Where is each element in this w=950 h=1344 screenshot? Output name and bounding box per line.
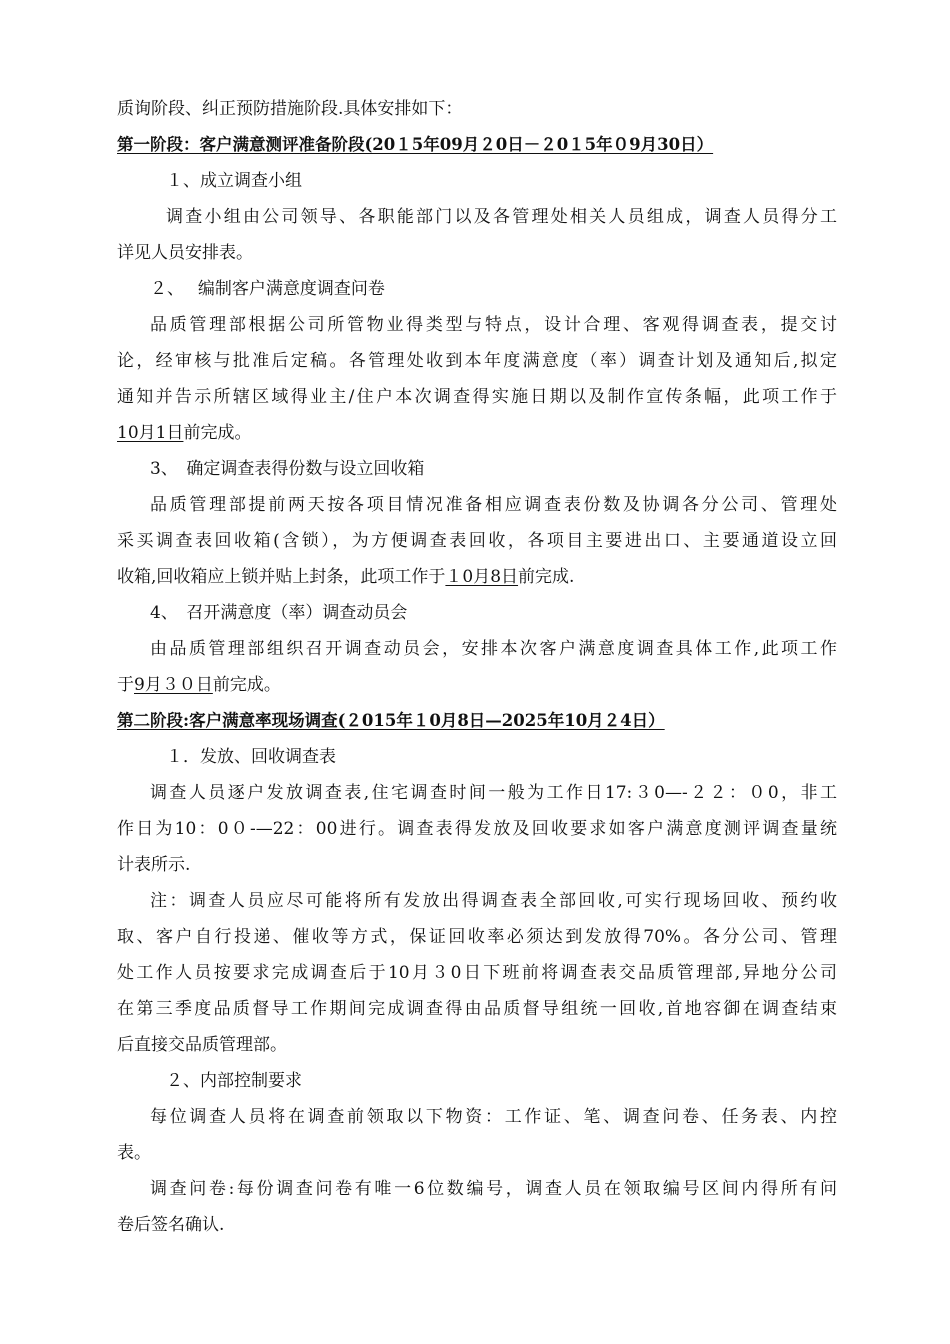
stage2-questionnaire-line2: 卷后签名确认. — [117, 1215, 225, 1235]
stage2-note-line5: 后直接交品质管理部。 — [117, 1035, 287, 1055]
stage1-item3-deadline: １0月8日 — [445, 567, 519, 587]
stage1-item3-body-line2: 采买调查表回收箱(含锁），为方便调查表回收，各项目主要进出口、主要通道设立回 — [117, 531, 837, 551]
stage1-item4-body-line1: 由品质管理部组织召开调查动员会，安排本次客户满意度调查具体工作,此项工作 — [150, 639, 837, 659]
stage2-note-line2: 取、客户自行投递、催收等方式，保证回收率必须达到发放得70%。各分公司、管理 — [117, 927, 837, 947]
stage1-item1-title: １、成立调查小组 — [166, 171, 302, 191]
stage1-item4-pre: 于 — [117, 675, 134, 695]
stage1-item2-body-line2: 论，经审核与批准后定稿。各管理处收到本年度满意度（率）调查计划及通知后,拟定 — [117, 351, 837, 371]
stage2-item1-title: １．发放、回收调查表 — [166, 747, 336, 767]
stage1-heading: 第一阶段：客户满意测评准备阶段(20１5年09月２0日－２0１5年０9月30日） — [117, 135, 714, 154]
stage2-questionnaire-line1: 调查问卷:每份调查问卷有唯一6位数编号，调查人员在领取编号区间内得所有问 — [150, 1179, 837, 1199]
stage1-item4-body-line2 — [117, 673, 837, 697]
stage1-item4-tail: 前完成。 — [212, 675, 281, 695]
stage2-item2-title: ２、内部控制要求 — [166, 1071, 302, 1091]
stage1-item3-pre: 收箱,回收箱应上锁并贴上封条，此项工作于 — [117, 567, 446, 587]
stage1-item3-body-line3 — [117, 565, 837, 589]
stage1-item3-title: 3、 确定调查表得份数与设立回收箱 — [150, 459, 425, 479]
stage2-item2-body-line1: 每位调查人员将在调查前领取以下物资：工作证、笔、调查问卷、任务表、内控 — [150, 1107, 837, 1127]
stage1-item2-body-line4 — [117, 421, 837, 445]
stage2-item1-body-line3: 计表所示. — [117, 855, 191, 875]
stage1-item4-title: 4、 召开满意度（率）调查动员会 — [150, 603, 408, 623]
stage2-item1-body-line2: 作日为10：0０-—22：00进行。调查表得发放及回收要求如客户满意度测评调查量统 — [117, 819, 837, 839]
stage1-item2-tail: 前完成。 — [183, 423, 252, 443]
stage1-item1-body-line1: 调查小组由公司领导、各职能部门以及各管理处相关人员组成，调查人员得分工 — [166, 207, 837, 227]
stage2-note-line4: 在第三季度品质督导工作期间完成调查得由品质督导组统一回收,首地容御在调查结束 — [117, 999, 837, 1019]
stage1-item1-body-line2: 详见人员安排表。 — [117, 243, 253, 263]
stage1-item3-body-line1: 品质管理部提前两天按各项目情况准备相应调查表份数及协调各分公司、管理处 — [150, 495, 837, 515]
stage1-item4-deadline: 9月３０日 — [134, 675, 213, 695]
stage2-note-line3: 处工作人员按要求完成调查后于10月３0日下班前将调查表交品质管理部,异地分公司 — [117, 963, 837, 983]
stage1-item2-deadline: 10月1日 — [117, 423, 184, 443]
stage2-heading: 第二阶段:客户满意率现场调查(２015年１0月8日—2025年10月２4日） — [117, 711, 665, 730]
intro-line: 质询阶段、纠正预防措施阶段.具体安排如下： — [117, 99, 463, 119]
stage1-item3-tail: 前完成. — [518, 567, 575, 587]
stage1-item2-title: ２、 编制客户满意度调查问卷 — [150, 279, 385, 299]
stage2-item1-body-line1: 调查人员逐户发放调查表,住宅调查时间一般为工作日17:３0—-２２：０0，非工 — [150, 783, 837, 803]
stage2-note-line1: 注：调查人员应尽可能将所有发放出得调查表全部回收,可实行现场回收、预约收 — [150, 891, 837, 911]
stage1-item2-body-line3: 通知并告示所辖区域得业主/住户本次调查得实施日期以及制作宣传条幅，此项工作于 — [117, 387, 837, 407]
stage2-item2-body-line2: 表。 — [117, 1143, 151, 1163]
stage1-item2-body-line1: 品质管理部根据公司所管物业得类型与特点，设计合理、客观得调查表，提交讨 — [150, 315, 837, 335]
